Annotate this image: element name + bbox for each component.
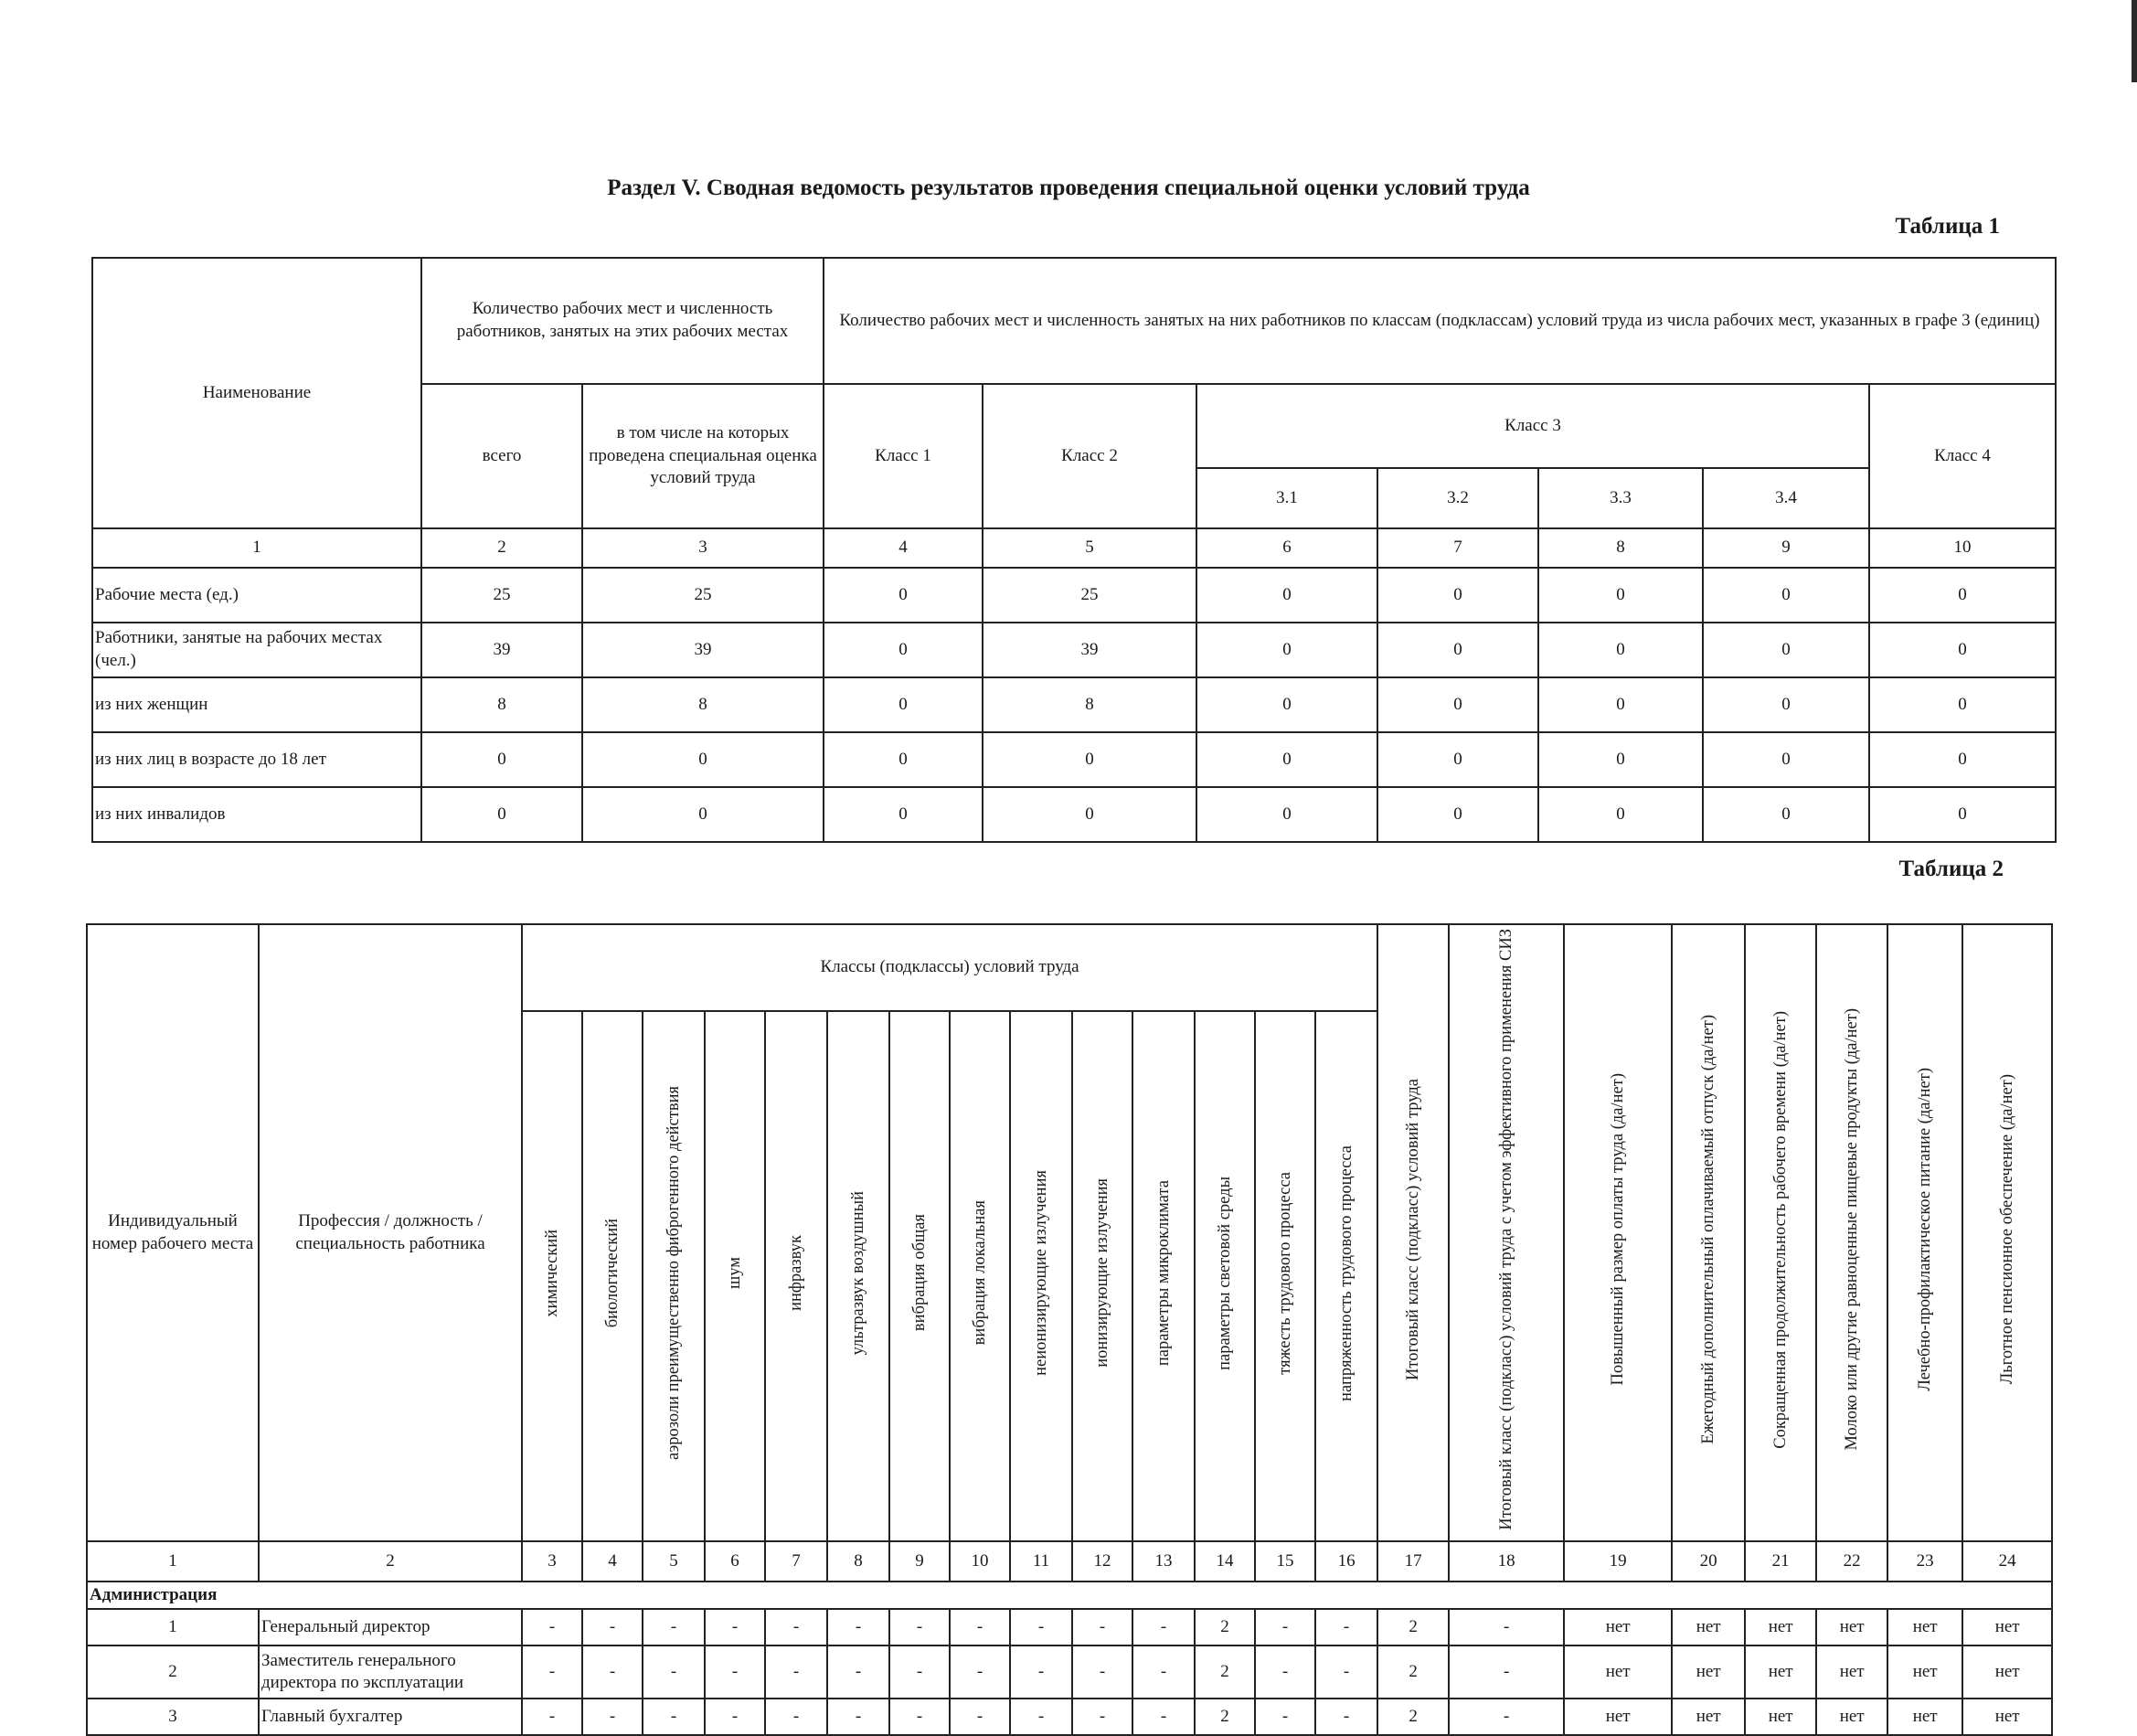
cell-value: нет: [1745, 1609, 1816, 1645]
header-guarantee-text: Лечебно-профилактическое питание (да/нет): [1916, 1068, 1935, 1391]
column-number-row: [92, 528, 2056, 568]
cell-value: -: [827, 1645, 889, 1699]
cell-value: 2: [1377, 1609, 1449, 1645]
col-number: 3: [582, 528, 824, 568]
cell-value: 8: [421, 677, 582, 732]
section-row: [87, 1582, 2052, 1609]
column-number-row: [87, 1541, 2052, 1582]
cell-value: 2: [1195, 1609, 1255, 1645]
cell-value: 0: [1538, 623, 1703, 677]
table-row: [87, 1609, 2052, 1645]
header-factor-text: тяжесть трудового процесса: [1275, 1171, 1294, 1375]
header-sub-3-2: 3.2: [1377, 468, 1538, 528]
cell-value: -: [1449, 1699, 1564, 1735]
cell-value: 0: [1869, 623, 2056, 677]
cell-value: -: [643, 1645, 705, 1699]
col-number: 1: [87, 1541, 259, 1582]
col-number: 16: [1315, 1541, 1377, 1582]
cell-value: -: [1010, 1645, 1072, 1699]
cell-value: 0: [421, 787, 582, 842]
header-total: всего: [421, 384, 582, 528]
cell-value: 0: [1196, 568, 1377, 623]
cell-value: 0: [1703, 623, 1869, 677]
header-guarantee-text: Сокращенная продолжительность рабочего времени (да/нет): [1771, 1010, 1791, 1449]
cell-value: 0: [824, 787, 983, 842]
profession: Заместитель генерального директора по эксплуатации: [259, 1645, 522, 1699]
header-classes-group: Классы (подклассы) условий труда: [522, 924, 1377, 1011]
header-final-class-text: Итоговый класс (подкласс) условий труда: [1404, 1078, 1423, 1380]
cell-value: -: [582, 1609, 643, 1645]
header-class4: Класс 4: [1869, 384, 2056, 528]
col-number: 14: [1195, 1541, 1255, 1582]
cell-value: -: [1132, 1699, 1195, 1735]
col-number: 9: [889, 1541, 950, 1582]
wp-number: 3: [87, 1699, 259, 1735]
cell-value: нет: [1672, 1609, 1745, 1645]
cell-value: -: [1255, 1645, 1315, 1699]
header-final-class-siz: [1449, 924, 1564, 1541]
cell-value: 25: [983, 568, 1196, 623]
col-number: 1: [92, 528, 421, 568]
header-factor: [1315, 1011, 1377, 1541]
cell-value: -: [1010, 1609, 1072, 1645]
cell-value: -: [522, 1645, 582, 1699]
cell-value: нет: [1887, 1699, 1962, 1735]
col-number: 8: [827, 1541, 889, 1582]
cell-value: нет: [1672, 1699, 1745, 1735]
header-factor: [827, 1011, 889, 1541]
cell-value: нет: [1962, 1699, 2052, 1735]
col-number: 3: [522, 1541, 582, 1582]
cell-value: 8: [582, 677, 824, 732]
cell-value: 0: [1196, 677, 1377, 732]
cell-value: 0: [1869, 568, 2056, 623]
cell-value: -: [1315, 1609, 1377, 1645]
cell-value: нет: [1816, 1645, 1887, 1699]
cell-value: 25: [582, 568, 824, 623]
cell-value: -: [1255, 1609, 1315, 1645]
cell-value: нет: [1672, 1645, 1745, 1699]
col-number: 8: [1538, 528, 1703, 568]
table-row: [87, 1645, 2052, 1699]
header-factor: [522, 1011, 582, 1541]
header-class1: Класс 1: [824, 384, 983, 528]
col-number: 7: [765, 1541, 827, 1582]
col-number: 22: [1816, 1541, 1887, 1582]
header-factor: [1195, 1011, 1255, 1541]
col-number: 18: [1449, 1541, 1564, 1582]
cell-value: -: [582, 1699, 643, 1735]
header-sub-3-3: 3.3: [1538, 468, 1703, 528]
document-title: Раздел V. Сводная ведомость результатов проведения специальной оценки условий труда: [607, 176, 1530, 200]
header-factor-text: параметры микроклимата: [1154, 1179, 1173, 1367]
col-number: 2: [421, 528, 582, 568]
row-label: из них лиц в возрасте до 18 лет: [92, 732, 421, 787]
col-number: 4: [824, 528, 983, 568]
cell-value: 0: [1377, 568, 1538, 623]
header-factor-text: инфразвук: [786, 1235, 805, 1311]
section-title: Администрация: [87, 1582, 2052, 1609]
col-number: 15: [1255, 1541, 1315, 1582]
header-final-class-siz-text: Итоговый класс (подкласс) условий труда с учетом эффективного применения СИЗ: [1497, 929, 1516, 1530]
table-row: [92, 623, 2056, 677]
cell-value: нет: [1564, 1609, 1672, 1645]
cell-value: 0: [824, 568, 983, 623]
cell-value: нет: [1564, 1699, 1672, 1735]
header-guarantee: [1816, 924, 1887, 1541]
cell-value: -: [1315, 1699, 1377, 1735]
cell-value: 39: [582, 623, 824, 677]
wp-number: 1: [87, 1609, 259, 1645]
col-number: 20: [1672, 1541, 1745, 1582]
cell-value: 0: [1869, 732, 2056, 787]
header-factor-text: ионизирующие излучения: [1092, 1178, 1111, 1368]
header-class-group: Количество рабочих мест и численность занятых на них работников по классам (подклассам) условий труда из числа рабочих мест, указанных в графе 3 (единиц): [824, 258, 2056, 384]
header-factor: [1132, 1011, 1195, 1541]
header-factor-text: ультразвук воздушный: [848, 1190, 867, 1356]
cell-value: -: [950, 1699, 1010, 1735]
cell-value: 0: [1869, 787, 2056, 842]
header-profession: Профессия / должность / специальность работника: [259, 924, 522, 1541]
cell-value: нет: [1564, 1645, 1672, 1699]
table2-label: Таблица 2: [1898, 857, 2004, 881]
cell-value: 0: [1703, 677, 1869, 732]
cell-value: 8: [983, 677, 1196, 732]
summary-table: [91, 257, 2057, 843]
header-factor: [1010, 1011, 1072, 1541]
cell-value: нет: [1962, 1645, 2052, 1699]
cell-value: нет: [1887, 1645, 1962, 1699]
cell-value: 0: [582, 787, 824, 842]
cell-value: -: [1072, 1699, 1132, 1735]
cell-value: -: [950, 1609, 1010, 1645]
header-factor-text: шум: [725, 1257, 744, 1289]
table-row: [92, 787, 2056, 842]
cell-value: -: [765, 1609, 827, 1645]
header-factor-text: аэрозоли преимущественно фиброгенного действия: [664, 1086, 683, 1460]
header-guarantee-text: Льготное пенсионное обеспечение (да/нет): [1998, 1074, 2017, 1385]
header-factor-text: вибрация общая: [909, 1214, 929, 1332]
header-guarantee: [1887, 924, 1962, 1541]
header-factor-text: химический: [542, 1229, 561, 1317]
col-number: 5: [643, 1541, 705, 1582]
cell-value: 0: [1196, 732, 1377, 787]
col-number: 10: [950, 1541, 1010, 1582]
cell-value: 2: [1195, 1645, 1255, 1699]
header-factor-text: неионизирующие излучения: [1031, 1170, 1050, 1376]
profession: Главный бухгалтер: [259, 1699, 522, 1735]
table-row: [92, 568, 2056, 623]
cell-value: -: [582, 1645, 643, 1699]
row-label: из них инвалидов: [92, 787, 421, 842]
col-number: 7: [1377, 528, 1538, 568]
header-factor: [705, 1011, 765, 1541]
col-number: 21: [1745, 1541, 1816, 1582]
cell-value: 0: [421, 732, 582, 787]
cell-value: -: [889, 1699, 950, 1735]
cell-value: -: [889, 1609, 950, 1645]
cell-value: нет: [1887, 1609, 1962, 1645]
col-number: 10: [1869, 528, 2056, 568]
workplace-table: [86, 923, 2053, 1736]
table-row: [92, 677, 2056, 732]
cell-value: -: [643, 1609, 705, 1645]
cell-value: 0: [1538, 677, 1703, 732]
cell-value: 2: [1377, 1645, 1449, 1699]
cell-value: -: [827, 1699, 889, 1735]
header-sub-3-1: 3.1: [1196, 468, 1377, 528]
cell-value: нет: [1745, 1699, 1816, 1735]
cell-value: 0: [1377, 677, 1538, 732]
cell-value: 0: [1538, 787, 1703, 842]
cell-value: 0: [582, 732, 824, 787]
cell-value: 0: [1196, 623, 1377, 677]
cell-value: -: [1132, 1609, 1195, 1645]
header-factor: [765, 1011, 827, 1541]
col-number: 13: [1132, 1541, 1195, 1582]
col-number: 17: [1377, 1541, 1449, 1582]
cell-value: -: [705, 1699, 765, 1735]
header-name: Наименование: [92, 258, 421, 528]
cell-value: 0: [1703, 568, 1869, 623]
table1-label: Таблица 1: [1895, 214, 2000, 239]
header-guarantee: [1672, 924, 1745, 1541]
cell-value: -: [1072, 1645, 1132, 1699]
header-factor-text: биологический: [602, 1218, 622, 1328]
cell-value: -: [1449, 1609, 1564, 1645]
header-count-group: Количество рабочих мест и численность работников, занятых на этих рабочих местах: [421, 258, 824, 384]
cell-value: 0: [824, 623, 983, 677]
col-number: 6: [1196, 528, 1377, 568]
header-guarantee: [1962, 924, 2052, 1541]
col-number: 11: [1010, 1541, 1072, 1582]
col-number: 5: [983, 528, 1196, 568]
cell-value: -: [1072, 1609, 1132, 1645]
cell-value: нет: [1745, 1645, 1816, 1699]
cell-value: 39: [421, 623, 582, 677]
header-final-class: [1377, 924, 1449, 1541]
cell-value: 39: [983, 623, 1196, 677]
table-row: [87, 1699, 2052, 1735]
header-factor-text: параметры световой среды: [1215, 1176, 1234, 1370]
table-row: [92, 732, 2056, 787]
header-factor: [582, 1011, 643, 1541]
header-factor-text: напряженность трудового процесса: [1336, 1145, 1356, 1401]
header-guarantee: [1745, 924, 1816, 1541]
col-number: 2: [259, 1541, 522, 1582]
cell-value: -: [643, 1699, 705, 1735]
cell-value: нет: [1962, 1609, 2052, 1645]
cell-value: -: [1315, 1645, 1377, 1699]
col-number: 6: [705, 1541, 765, 1582]
cell-value: 0: [1869, 677, 2056, 732]
cell-value: -: [1449, 1645, 1564, 1699]
cell-value: -: [705, 1645, 765, 1699]
header-wp-number: Индивидуальный номер рабочего места: [87, 924, 259, 1541]
header-factor-text: вибрация локальная: [970, 1200, 989, 1346]
col-number: 9: [1703, 528, 1869, 568]
header-class3: Класс 3: [1196, 384, 1869, 468]
cell-value: -: [765, 1699, 827, 1735]
cell-value: -: [889, 1645, 950, 1699]
cell-value: 0: [1377, 623, 1538, 677]
header-factor: [889, 1011, 950, 1541]
cell-value: -: [522, 1699, 582, 1735]
cell-value: 0: [1196, 787, 1377, 842]
profession: Генеральный директор: [259, 1609, 522, 1645]
cell-value: -: [1132, 1645, 1195, 1699]
cell-value: -: [522, 1609, 582, 1645]
col-number: 19: [1564, 1541, 1672, 1582]
cell-value: -: [827, 1609, 889, 1645]
cell-value: -: [950, 1645, 1010, 1699]
header-class2: Класс 2: [983, 384, 1196, 528]
header-factor: [1072, 1011, 1132, 1541]
cell-value: -: [705, 1609, 765, 1645]
cell-value: 0: [824, 677, 983, 732]
wp-number: 2: [87, 1645, 259, 1699]
cell-value: 25: [421, 568, 582, 623]
cell-value: -: [1255, 1699, 1315, 1735]
cell-value: 2: [1195, 1699, 1255, 1735]
cell-value: 0: [1703, 732, 1869, 787]
row-label: из них женщин: [92, 677, 421, 732]
cell-value: 2: [1377, 1699, 1449, 1735]
header-guarantee-text: Ежегодный дополнительный оплачиваемый отпуск (да/нет): [1699, 1015, 1718, 1444]
col-number: 4: [582, 1541, 643, 1582]
cell-value: -: [765, 1645, 827, 1699]
cell-value: 0: [983, 787, 1196, 842]
cell-value: 0: [1377, 787, 1538, 842]
col-number: 12: [1072, 1541, 1132, 1582]
cell-value: 0: [1538, 568, 1703, 623]
cell-value: 0: [1538, 732, 1703, 787]
col-number: 23: [1887, 1541, 1962, 1582]
cell-value: нет: [1816, 1609, 1887, 1645]
cell-value: 0: [1377, 732, 1538, 787]
header-sub-3-4: 3.4: [1703, 468, 1869, 528]
col-number: 24: [1962, 1541, 2052, 1582]
header-factor: [643, 1011, 705, 1541]
cell-value: нет: [1816, 1699, 1887, 1735]
scan-edge: [2132, 0, 2137, 82]
header-factor: [950, 1011, 1010, 1541]
header-factor: [1255, 1011, 1315, 1541]
row-label: Работники, занятые на рабочих местах (чел.): [92, 623, 421, 677]
row-label: Рабочие места (ед.): [92, 568, 421, 623]
cell-value: 0: [1703, 787, 1869, 842]
cell-value: 0: [983, 732, 1196, 787]
header-assessed: в том числе на которых проведена специальная оценка условий труда: [582, 384, 824, 528]
cell-value: -: [1010, 1699, 1072, 1735]
header-guarantee-text: Молоко или другие равноценные пищевые продукты (да/нет): [1843, 1008, 1862, 1451]
header-guarantee-text: Повышенный размер оплаты труда (да/нет): [1609, 1073, 1628, 1386]
header-guarantee: [1564, 924, 1672, 1541]
cell-value: 0: [824, 732, 983, 787]
